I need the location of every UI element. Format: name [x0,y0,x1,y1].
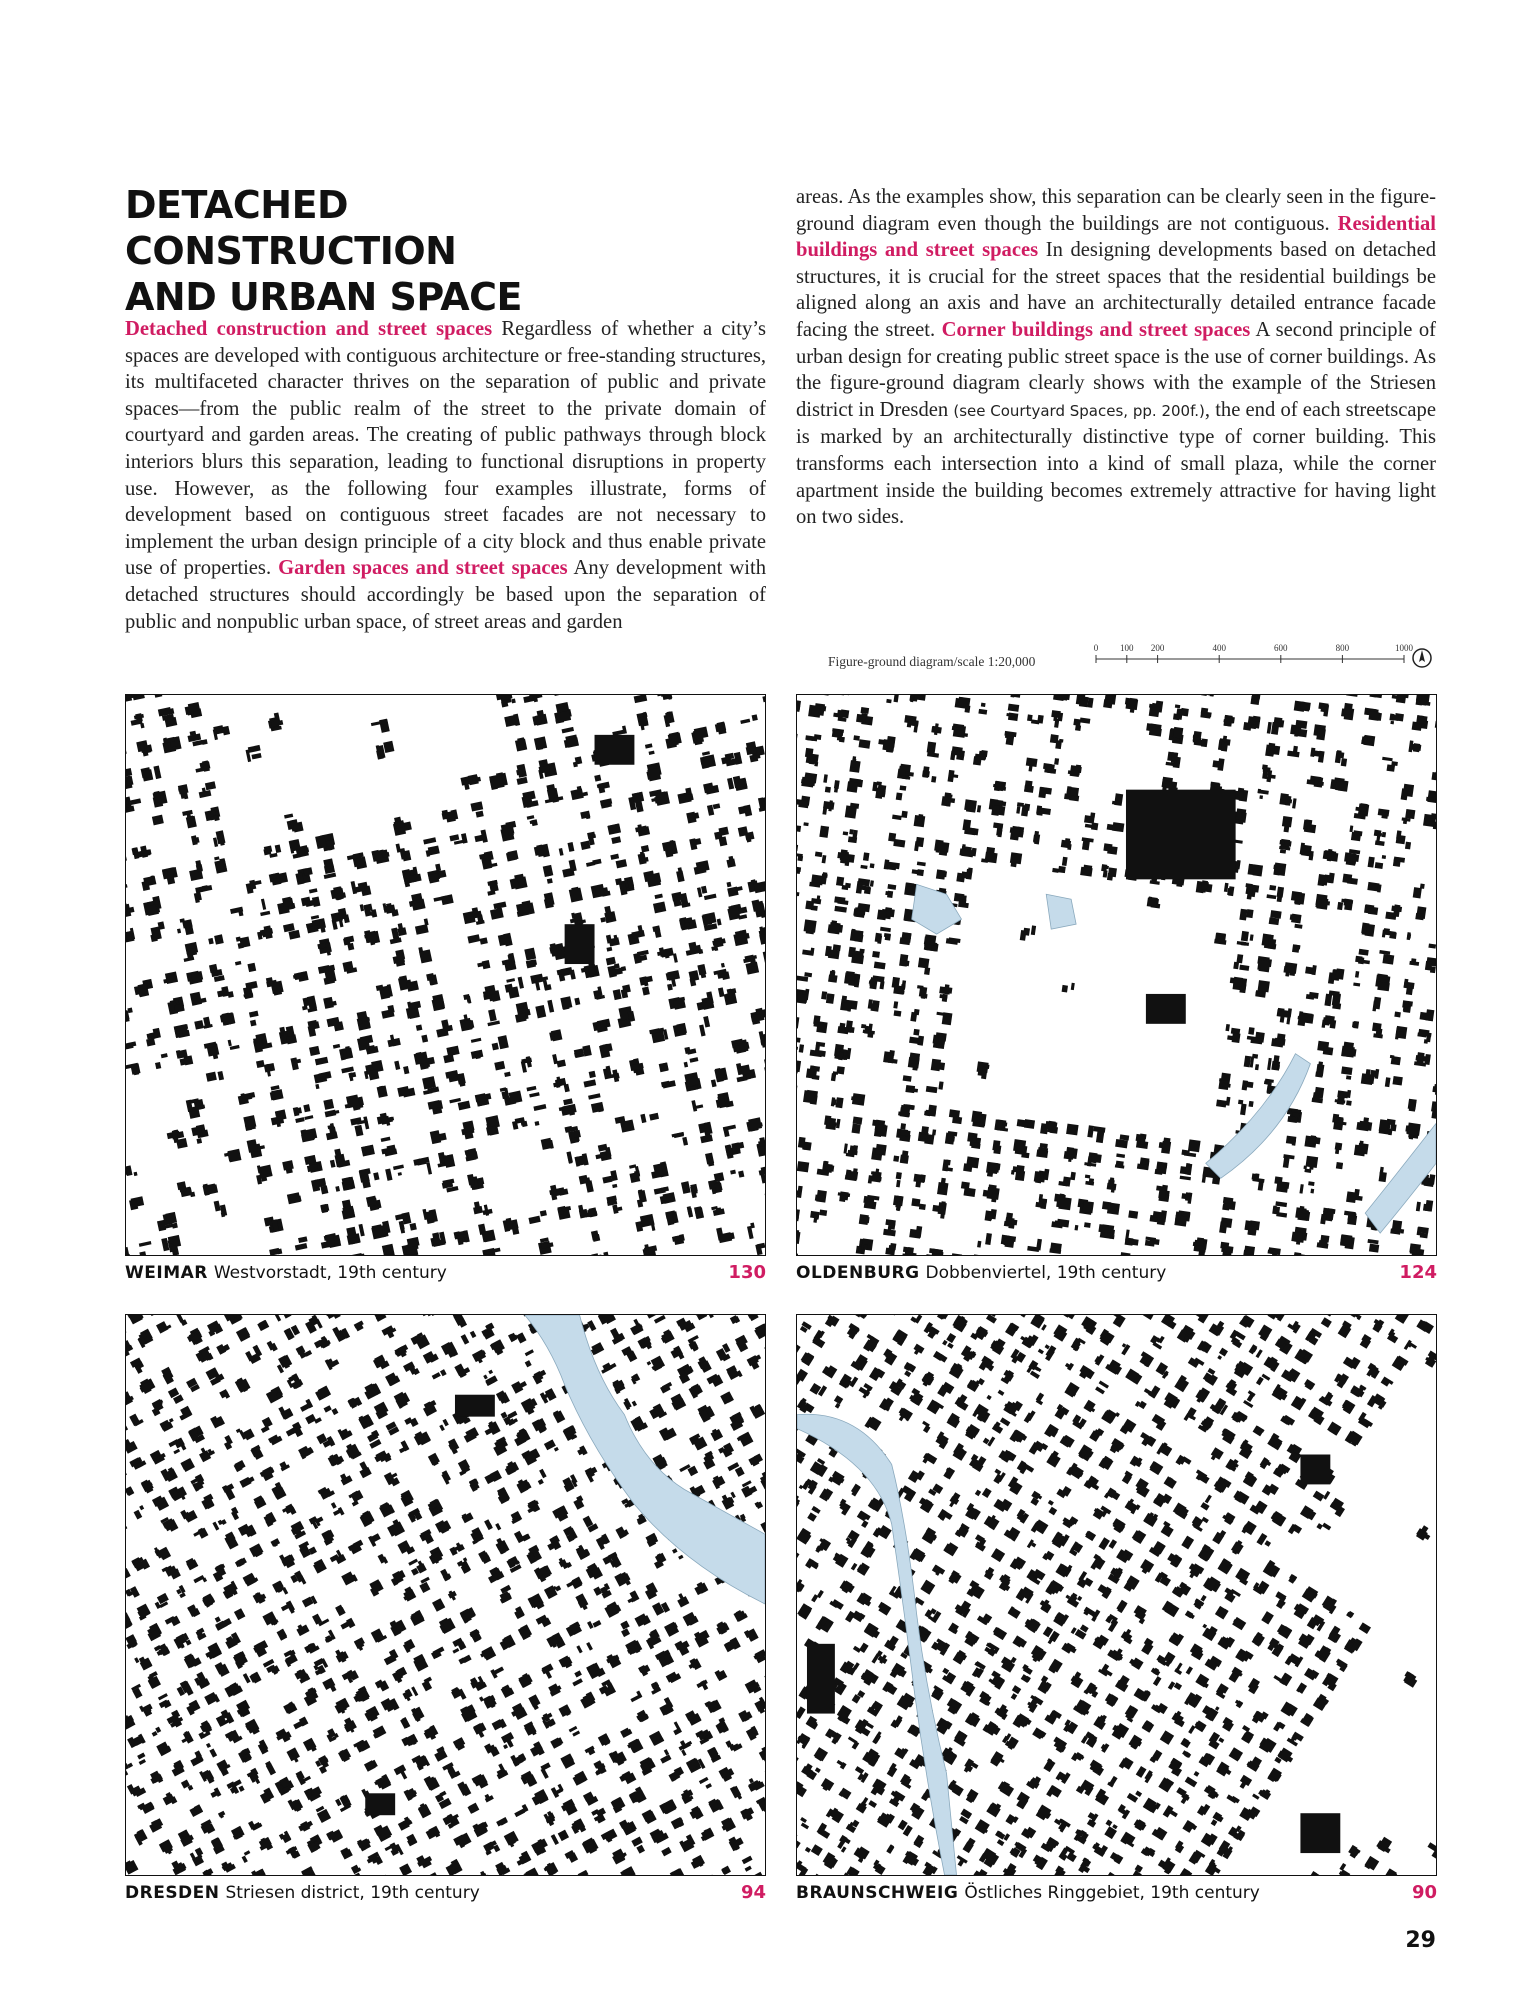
scale-tick-label: 800 [1335,643,1350,653]
water-body [1046,894,1076,929]
left-text-column [125,316,766,635]
paragraph-text: Regardless of whether a city’s spaces are developed with contiguous architecture or free-standing structures, its multifaceted character thrives on the separation of public and private spaces—from the public realm of the street to the private domain of courtyard and garden areas. The creating of public pathways through block interiors blurs this separation, leading to functional disruptions in property use. However, as the following four examples illustrate, forms of development based on contiguous street facades are not necessary to implement the urban design principle of a city block and thus enable private use of properties. [125,318,766,580]
caption-district: Dobbenviertel, 19th century [925,1263,1167,1283]
caption-district: Striesen district, 19th century [225,1883,480,1903]
caption-city: WEIMAR [125,1263,208,1283]
map-caption-braunschweig [796,1882,1437,1908]
large-building [565,924,595,964]
caption-city: DRESDEN [125,1883,220,1903]
paragraph-text: areas. As the examples show, this separation can be clearly seen in the figure-ground diagram even though the buildings are not contiguous. [796,186,1436,235]
large-building [365,1793,395,1815]
scale-tick-label: 1000 [1395,643,1413,653]
large-building [1126,790,1236,880]
large-building [1300,1455,1330,1485]
page-title [125,182,685,320]
lead-corner-buildings: Corner buildings and street spaces [941,318,1251,341]
paragraph-text: In designing developments based on detached structures, it is crucial for the street spaces that the residential buildings be aligned along an axis and have an architecturally detailed entrance facade facing the street. [796,239,1437,341]
building-blocks [126,1315,765,1875]
scale-bar [828,640,1440,680]
caption-number: 130 [728,1262,766,1283]
map-caption-oldenburg [796,1262,1437,1288]
scale-label: Figure-ground diagram/scale 1:20,000 [828,654,1036,669]
caption-number: 124 [1399,1262,1437,1283]
lead-residential-buildings: Residential buildings and street spaces [796,212,1436,262]
caption-city: BRAUNSCHWEIG [796,1883,959,1903]
cross-reference: (see Courtyard Spaces, pp. 200f.) [953,401,1205,420]
paragraph-text: A second principle of urban design for creating public street space is the use of corner buildings. As the figure-ground diagram clearly shows with the example of the Striesen district in Dresden [796,318,1436,421]
large-building [595,735,635,765]
caption-district: Östliches Ringgebiet, 19th century [964,1883,1260,1903]
north-arrow-icon [1413,649,1431,667]
page-number: 29 [1405,1928,1436,1953]
paragraph-text: Any development with detached structures should accordingly be based upon the separation of public and nonpublic urban space, of street areas and garden [125,557,766,633]
scale-tick-label: 200 [1150,643,1165,653]
caption-city: OLDENBURG [796,1263,920,1283]
building-blocks [797,1315,1436,1875]
paragraph-text: , the end of each streetscape is marked by an architecturally distinctive type of corner building. This transforms each intersection into a kind of small plaza, while the corner apartment inside the building becomes extremely attractive for having light on two sides. [796,398,1436,529]
scale-tick-label: 100 [1120,643,1134,653]
large-building [455,1395,495,1417]
scale-ticks [1094,643,1414,663]
large-building [1146,994,1186,1024]
figure-ground-map-braunschweig [796,1314,1437,1876]
caption-number: 94 [740,1882,766,1903]
figure-ground-map-oldenburg [796,694,1437,1256]
title-line-2: AND URBAN SPACE [125,275,522,319]
map-caption-weimar [125,1262,766,1288]
caption-number: 90 [1411,1882,1437,1903]
scale-tick-label: 400 [1212,643,1226,653]
right-text-column [796,184,1436,531]
large-building [807,1644,835,1714]
title-line-1: DETACHED CONSTRUCTION [125,183,457,273]
building-blocks [797,695,1436,1255]
lead-garden-spaces: Garden spaces and street spaces [278,557,568,580]
figure-ground-map-dresden [125,1314,766,1876]
map-caption-dresden [125,1882,766,1908]
scale-bar-graphic [1086,640,1438,674]
water-body [912,884,962,934]
large-building [1300,1813,1340,1853]
lead-detached-construction: Detached construction and street spaces [125,318,493,340]
building-blocks [126,695,765,1255]
scale-tick-label: 600 [1274,643,1288,653]
figure-ground-map-weimar [125,694,766,1256]
scale-tick-label: 0 [1093,643,1099,653]
caption-district: Westvorstadt, 19th century [213,1263,447,1283]
